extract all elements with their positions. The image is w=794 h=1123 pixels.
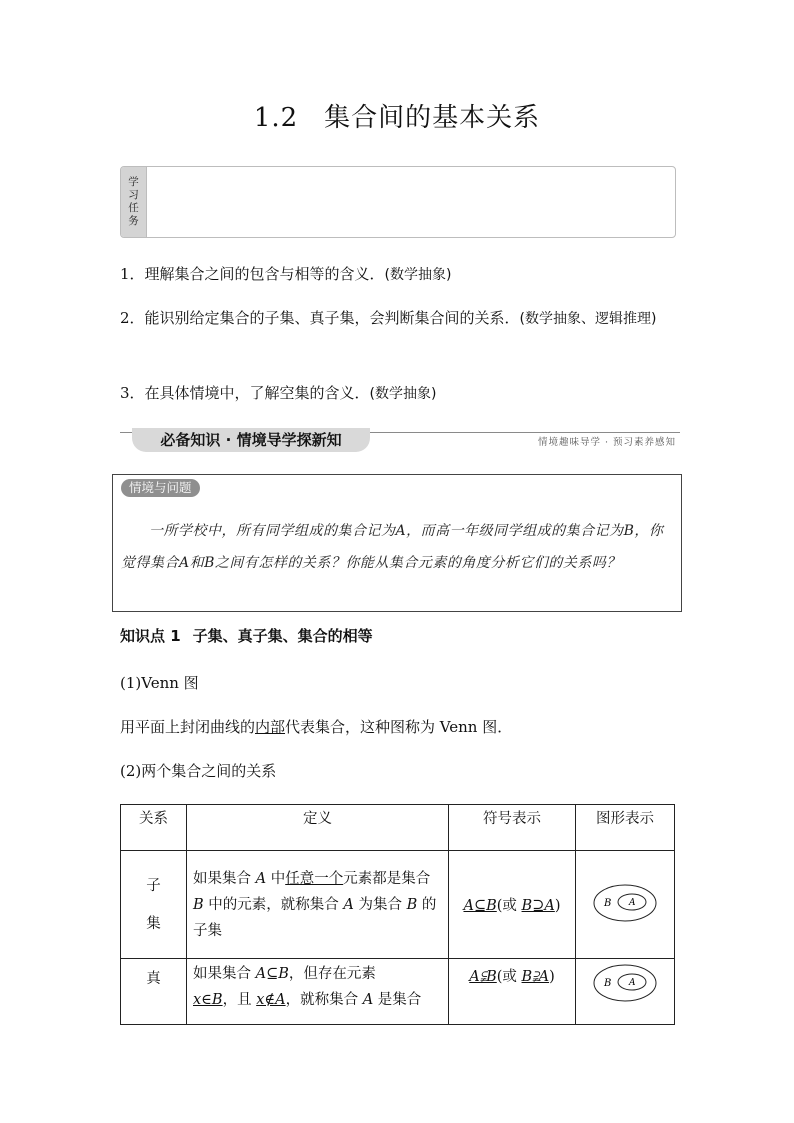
row-symbol-cell	[449, 851, 576, 959]
learning-task-label	[121, 167, 147, 237]
venn-sentence-after: 代表集合，这种图称为 Venn 图．	[285, 718, 513, 736]
learning-task-char: 习	[128, 189, 139, 201]
def-text: 为集合	[353, 896, 407, 913]
header-definition: 定义	[187, 805, 449, 851]
row-symbol-cell	[449, 959, 576, 1025]
relation-line: 集	[146, 915, 161, 932]
learning-task-box	[120, 166, 676, 238]
header-figure: 图形表示	[576, 805, 675, 851]
def-var: A⊆B	[255, 966, 289, 982]
def-text: 是集合	[373, 992, 422, 1008]
def-text: 中	[266, 870, 286, 887]
def-var: A	[343, 896, 354, 913]
row-figure-cell	[576, 851, 675, 959]
knowledge-point-heading	[120, 625, 373, 646]
goal-1-text: 1．理解集合之间的包含与相等的含义．	[120, 265, 385, 283]
goal-1-tag: (数学抽象)	[384, 267, 452, 283]
def-text: ，就称集合	[285, 992, 363, 1008]
venn-outer-label: B	[604, 978, 612, 989]
goal-2-text: 2．能识别给定集合的子集、真子集，会判断集合间的关系．	[120, 309, 520, 327]
def-text: 中的元素，就称集合	[203, 896, 344, 913]
symbol-alt: B⫌A	[521, 969, 550, 985]
goal-3-tag: (数学抽象)	[369, 386, 437, 402]
def-text: ，且	[222, 992, 257, 1008]
row-relation-cell	[121, 959, 187, 1025]
banner-title: 必备知识 · 情境导学探新知	[132, 428, 370, 452]
relations-table	[120, 804, 675, 1025]
venn-subset-diagram	[592, 883, 658, 923]
venn-proper-subset-diagram	[592, 963, 658, 1003]
section-banner	[120, 428, 680, 454]
venn-sentence-before: 用平面上封闭曲线的	[120, 718, 256, 736]
relations-heading: (2)两个集合之间的关系	[120, 762, 277, 780]
symbol-main: A⫋B	[469, 969, 497, 985]
venn-inner-label: A	[629, 978, 636, 988]
venn-inner-label: A	[629, 897, 636, 908]
def-text: 元素都是集合	[343, 870, 431, 887]
def-underlined: x∈B	[193, 992, 223, 1008]
scenario-box	[112, 474, 682, 612]
goal-3	[120, 377, 680, 410]
def-text: ，但存在元素	[288, 966, 376, 982]
symbol-paren: )	[554, 898, 561, 914]
row-definition-cell	[187, 851, 449, 959]
relation-line: 子	[146, 877, 161, 894]
table-row	[121, 959, 675, 1025]
knowledge-point-title: 子集、真子集、集合的相等	[192, 627, 373, 645]
symbol-paren: (或	[496, 969, 522, 985]
def-var: B	[406, 896, 418, 913]
symbol-paren: (或	[496, 898, 522, 914]
row-relation-cell	[121, 851, 187, 959]
banner-subtitle: 情境趣味导学 · 预习素养感知	[537, 437, 676, 448]
symbol-alt: B⊇A	[521, 898, 555, 914]
venn-sentence-underlined: 内部	[255, 718, 286, 736]
section-number: 1.2	[253, 103, 299, 133]
section-title: 集合间的基本关系	[324, 103, 541, 133]
def-var: B	[193, 896, 204, 913]
header-relation: 关系	[121, 805, 187, 851]
def-underlined: 任意一个	[285, 870, 344, 887]
venn-sentence	[120, 716, 512, 737]
venn-outer-label: B	[604, 897, 612, 909]
row-figure-cell	[576, 959, 675, 1025]
learning-task-char: 务	[128, 215, 139, 227]
goal-3-text: 3．在具体情境中，了解空集的含义．	[120, 384, 370, 402]
symbol-main: A⊆B	[463, 898, 497, 914]
def-underlined: x∉A	[256, 992, 286, 1008]
def-var: A	[362, 992, 374, 1008]
scenario-label: 情境与问题	[121, 479, 200, 497]
header-symbol: 符号表示	[449, 805, 576, 851]
knowledge-point-number: 知识点 1	[120, 627, 181, 645]
def-text: 的子集	[193, 896, 437, 939]
def-text: 如果集合	[193, 966, 256, 982]
relation-line: 真	[146, 971, 161, 987]
page-title	[0, 97, 794, 134]
learning-task-char: 学	[128, 176, 139, 188]
def-text: 如果集合	[193, 870, 256, 887]
venn-heading: (1)Venn 图	[120, 674, 199, 692]
goal-2-tag: (数学抽象、逻辑推理)	[519, 311, 657, 327]
table-header-row	[121, 805, 675, 851]
learning-task-char: 任	[128, 202, 139, 214]
symbol-paren: )	[549, 969, 555, 985]
row-definition-cell	[187, 959, 449, 1025]
goal-1	[120, 258, 680, 291]
table-row	[121, 851, 675, 959]
def-var: A	[255, 870, 267, 887]
scenario-text: 一所学校中，所有同学组成的集合记为A，而高一年级同学组成的集合记为B，你觉得集合A和B之间有怎样的关系？你能从集合元素的角度分析它们的关系吗？	[121, 523, 664, 571]
goal-2	[120, 302, 680, 335]
